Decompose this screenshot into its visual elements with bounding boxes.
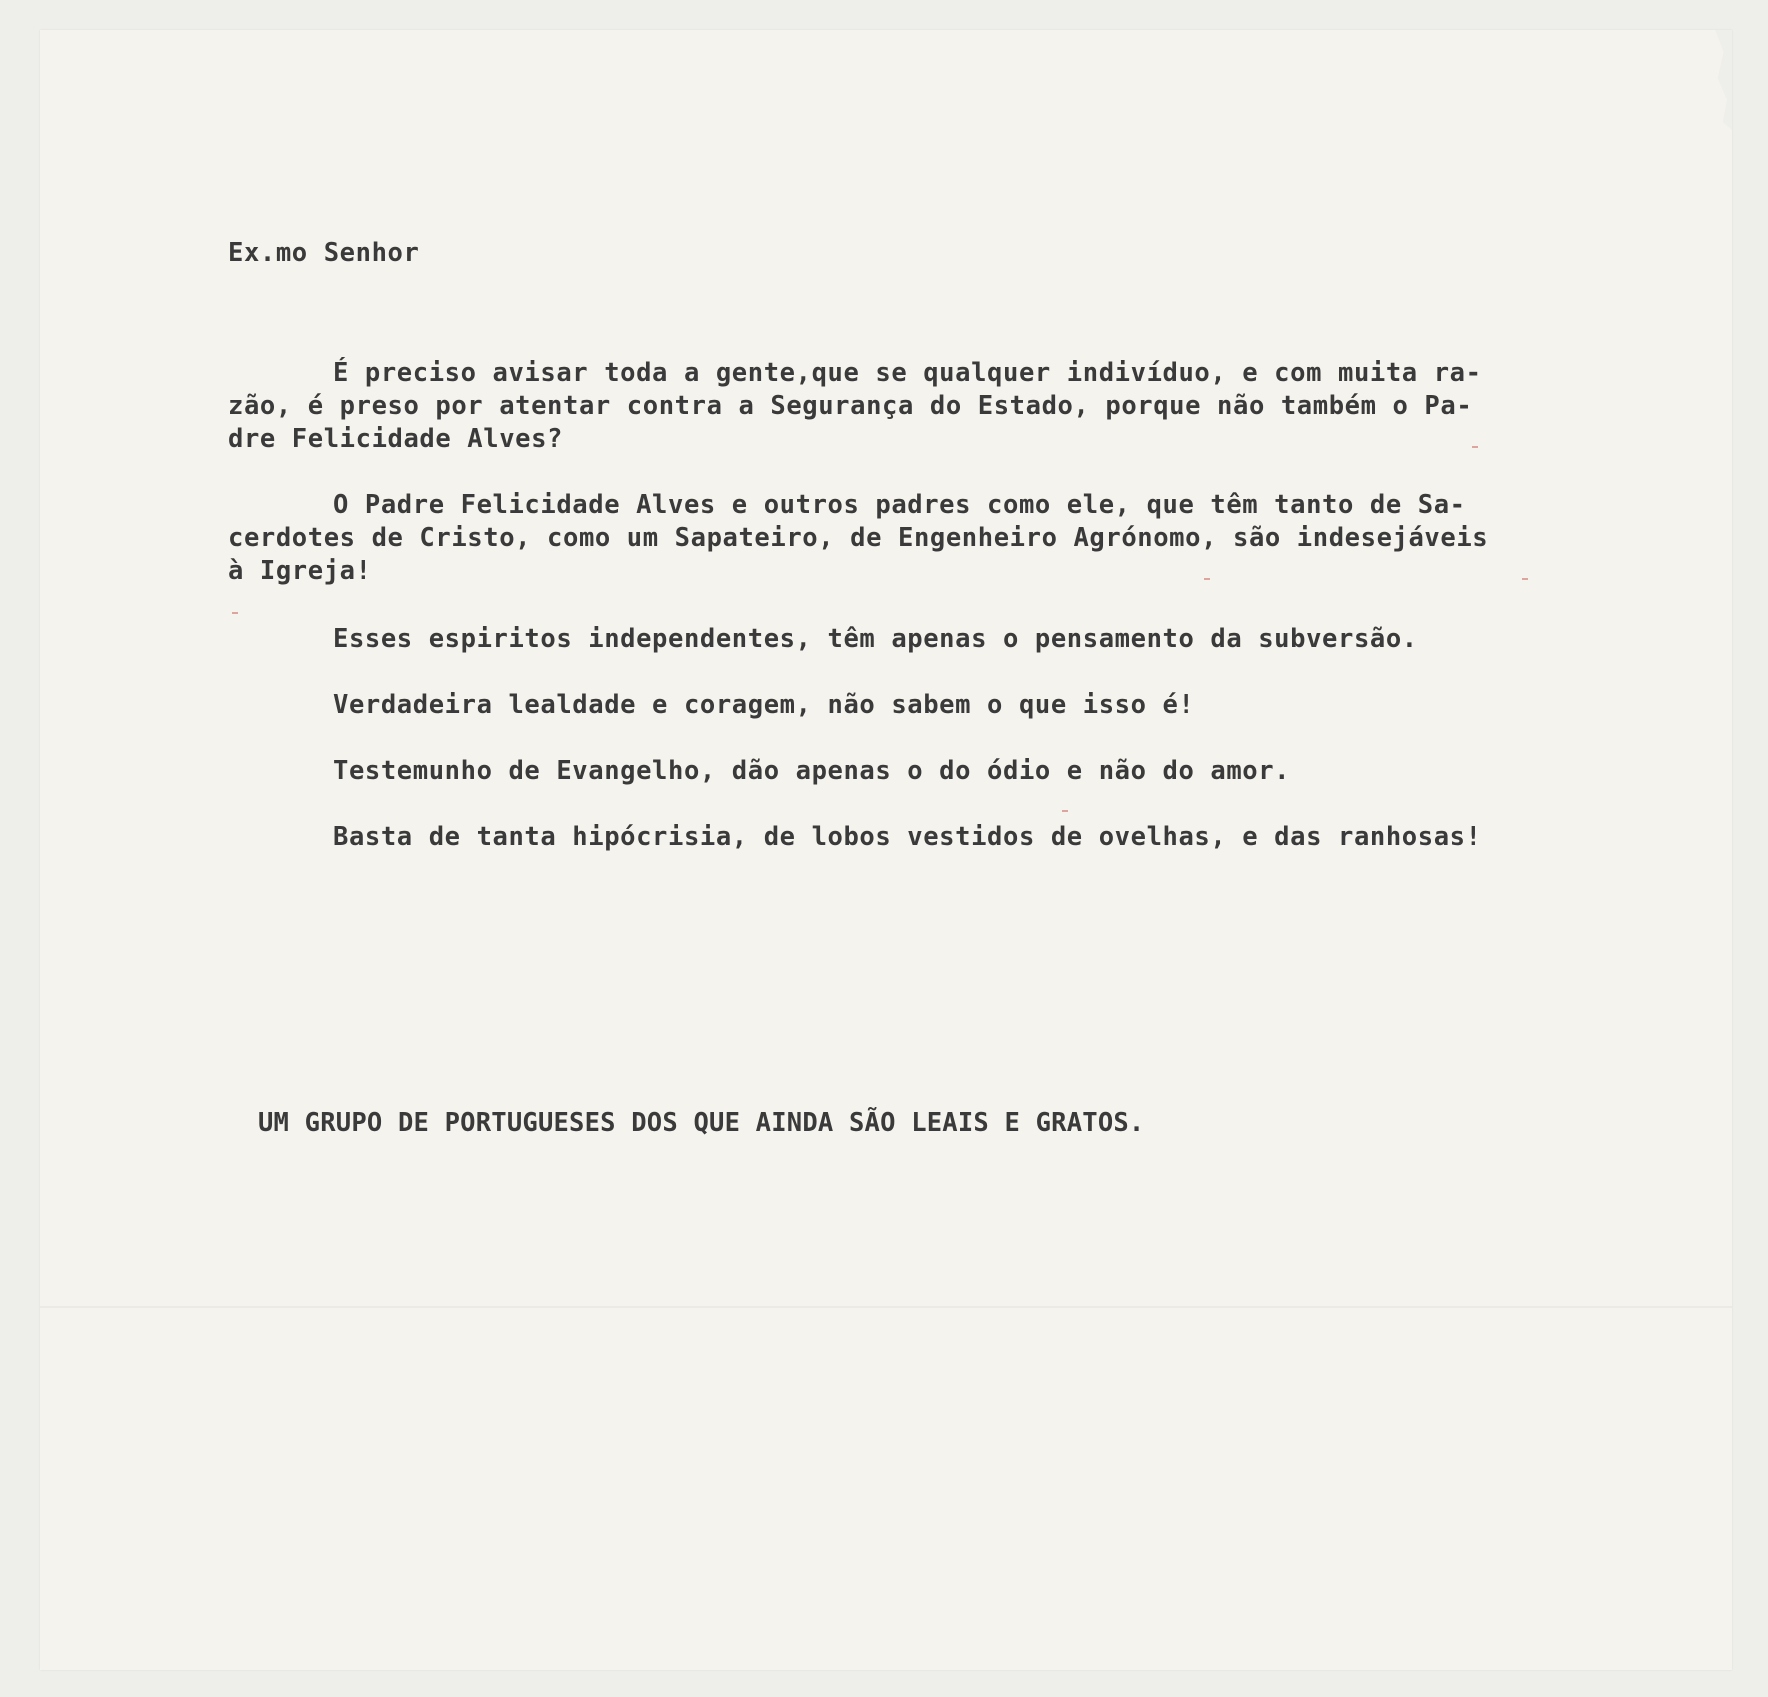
ink-speck <box>1522 578 1528 580</box>
paragraph-2-line-2: cerdotes de Cristo, como um Sapateiro, de Engenheiro Agrónomo, são indesejáveis <box>228 523 1489 553</box>
paragraph-1-line-1: É preciso avisar toda a gente,que se qualquer indivíduo, e com muita ra- <box>333 358 1482 388</box>
salutation: Ex.mo Senhor <box>228 238 420 268</box>
paragraph-4: Verdadeira lealdade e coragem, não sabem o que isso é! <box>333 690 1195 720</box>
ink-speck <box>1062 810 1068 812</box>
signature: UM GRUPO DE PORTUGUESES DOS QUE AINDA SÃO LEAIS E GRATOS. <box>258 1108 1145 1138</box>
paragraph-1-line-3: dre Felicidade Alves? <box>228 424 563 454</box>
ink-speck <box>232 612 238 614</box>
paragraph-5: Testemunho de Evangelho, dão apenas o do ódio e não do amor. <box>333 756 1291 786</box>
paragraph-1-line-2: zão, é preso por atentar contra a Segurança do Estado, porque não também o Pa- <box>228 391 1473 421</box>
paragraph-3: Esses espiritos independentes, têm apenas o pensamento da subversão. <box>333 624 1418 654</box>
ink-speck <box>1472 446 1478 448</box>
paragraph-2-line-3: à Igreja! <box>228 556 372 586</box>
paper-fold-line <box>40 1306 1732 1308</box>
paragraph-2-line-1: O Padre Felicidade Alves e outros padres como ele, que têm tanto de Sa- <box>333 490 1466 520</box>
ink-speck <box>1204 578 1210 580</box>
paragraph-6: Basta de tanta hipócrisia, de lobos vestidos de ovelhas, e das ranhosas! <box>333 822 1482 852</box>
